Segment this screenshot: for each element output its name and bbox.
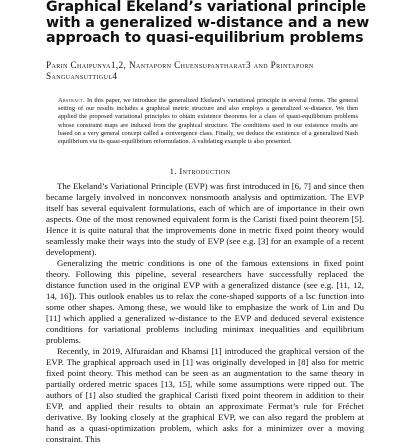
section-heading: 1. Introduction xyxy=(169,166,231,176)
paragraph: Generalizing the metric conditions is one of the famous extensions in fixed point theory. Following this pipeline, several researchers have successfully replaced the distance function used in the original EVP with a generalized distance (see e.g. [11, 12, 14, 16]). This outlook enables us to relax the cone-shaped supports of a lsc function into some other shapes. Among these, we would like to emphasize the work of Lin and Du [11] which applied a generalized w-distance to the EVP and deduced several existence conditions for variational problems including minimax inequalities and equilibrium problems. xyxy=(46,258,364,345)
abstract xyxy=(58,97,358,146)
paragraph: The Ekeland’s Variational Principle (EVP) was first introduced in [6, 7] and since then became largely involved in nonconvex nonsmooth analysis and optimization. The EVP itself has several equivalent formulations, each of which are of importance in their own aspects. One of the most renowned equivalent form is the Caristi fixed point theorem [5]. Hence it is quite natural that the improvements done in metric fixed point theory would seamlessly make their ways into the study of EVP (see e.g. [3] for an example of a recent development). xyxy=(46,181,364,257)
body-text xyxy=(46,181,364,445)
paragraph: Recently, in 2019, Alfuraidan and Khamsi [1] introduced the graphical version of the EVP. The graphical approach used in [1] was originally developed in [8] also for metric fixed point theory. This method can be seen as an augmentation to the same theory in partially ordered metric spaces [13, 15], while some assumptions were ripped out. The authors of [1] also studied the graphical Caristi fixed point theorem in addition to their EVP, and applied their results to obtain an approximate Fermat’s rule for Fréchet derivative. By looking closely at the graphical EVP, we can also regard the problem at hand as a quasi-optimization problem, which asks for a minimizer over a moving constraint. This xyxy=(46,346,364,444)
author-list: Parin Chaipunya1,2, Nantaporn Chuensupantharat3 and Printaporn Sanguansuttigul4 xyxy=(46,60,314,81)
abstract-label: Abstract. xyxy=(58,97,85,104)
paper-title: Graphical Ekeland’s variational principle with a generalized w-distance and a new approach to quasi-equilibrium problems xyxy=(46,0,370,46)
abstract-text: In this paper, we introduce the generalized Ekeland’s variational principle in several forms. The general setting of our results includes a graphical metric structure and also employs a generalized w-distance. We then applied the proposed variational principles to obtain existence theorems for a class of quasi-equilibrium problems whose constraint maps are induced from the graphical structure. The conditions used in our existence results are based on a very general concept called a convergence class. Finally, we deduce the existence of a generalized Nash equilibrium via its quasi-equilibrium reformulation. A validating example is also presented. xyxy=(58,97,358,146)
